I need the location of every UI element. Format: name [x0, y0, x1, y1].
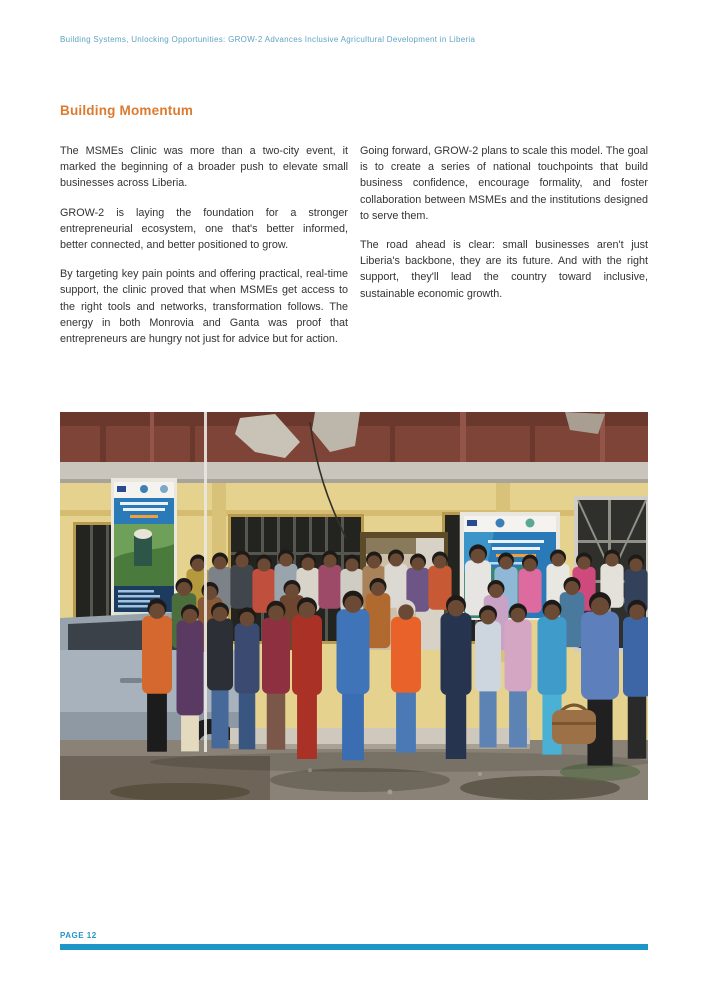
leather-bag — [552, 705, 596, 744]
body-paragraph: GROW-2 is laying the foundation for a stronger entrepreneurial ecosystem, one that's better informed, better connected, and better positioned to grow. — [60, 206, 348, 252]
group-photo — [60, 412, 648, 800]
footer-rule — [60, 944, 648, 950]
body-paragraph: The MSMEs Clinic was more than a two-city event, it marked the beginning of a broader push to elevate small businesses across Liberia. — [60, 145, 348, 190]
group-photo-illustration — [60, 412, 648, 800]
column-right — [360, 143, 648, 360]
body-paragraph: By targeting key pain points and offering practical, real-time support, the clinic proved that when MSMEs get access to the right tools and networks, transformation follows. The energy in both Monrovia and Ganta was proof that entrepreneurs are hungry not just for advice but for action. — [60, 268, 348, 346]
column-left — [60, 143, 348, 360]
running-header: Building Systems, Unlocking Opportunities: GROW-2 Advances Inclusive Agricultural Development in Liberia — [60, 35, 476, 44]
page-number-label: PAGE 12 — [60, 931, 97, 940]
body-paragraph: Going forward, GROW-2 plans to scale this model. The goal is to create a series of national touchpoints that build business confidence, encourage formality, and foster collaboration between MSMEs and the institutions designed to serve them. — [360, 145, 648, 222]
body-paragraph: The road ahead is clear: small businesses aren't just Liberia's backbone, they are its future. And with the right support, they'll lead the country toward inclusive, sustainable economic growth. — [360, 239, 648, 300]
body-columns — [60, 143, 648, 360]
white-pole — [204, 412, 207, 752]
page-title: Building Momentum — [60, 103, 194, 118]
building-roof — [60, 412, 648, 464]
banner-left — [111, 478, 177, 624]
